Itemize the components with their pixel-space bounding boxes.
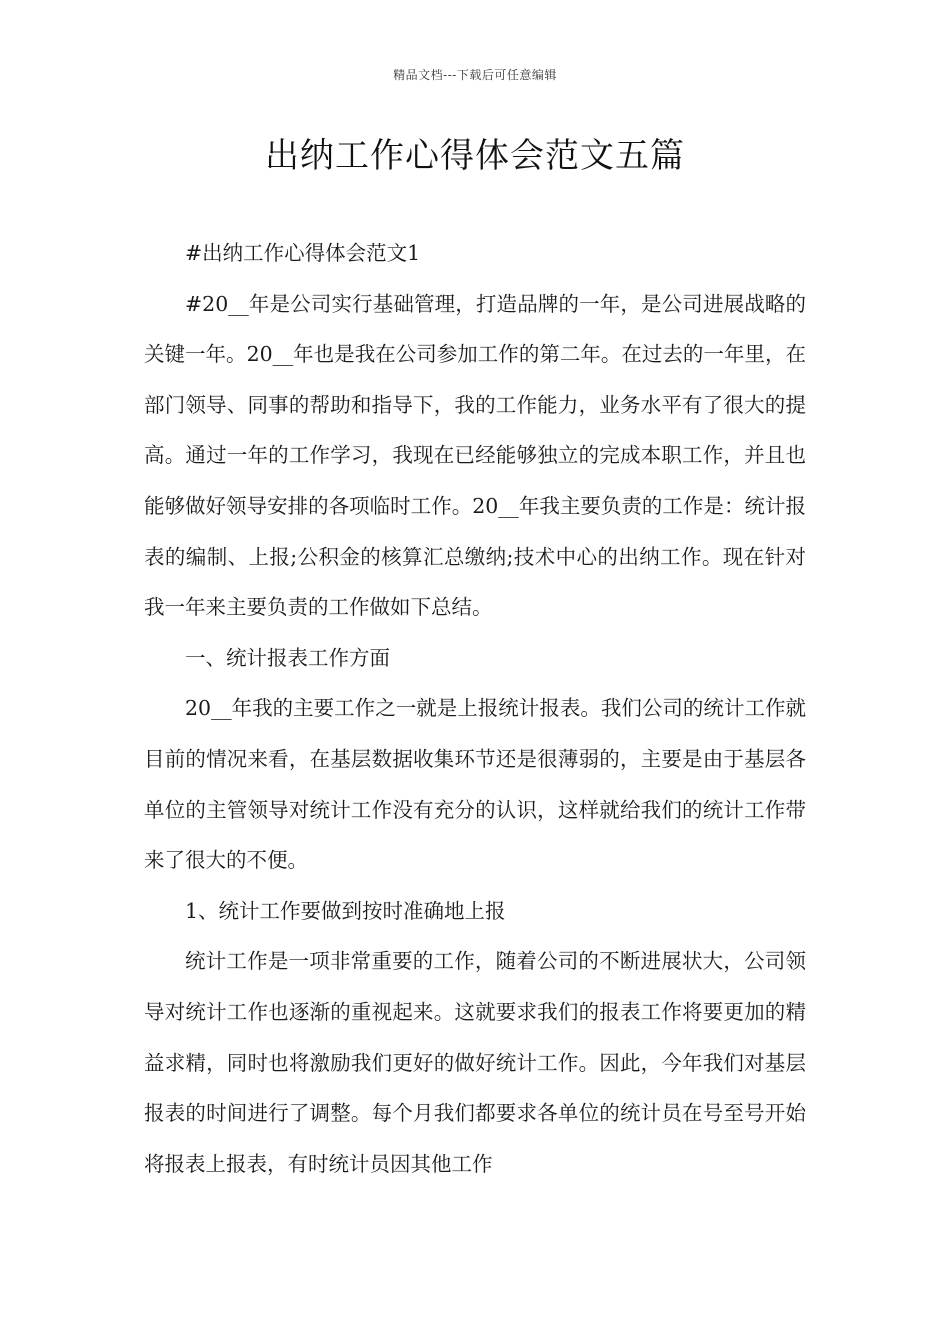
header-watermark: 精品文档---下载后可任意编辑 (393, 68, 557, 82)
body-paragraph: 统计工作是一项非常重要的工作，随着公司的不断进展状大，公司领导对统计工作也逐渐的重视起来。这就要求我们的报表工作将要更加的精益求精，同时也将激励我们更好的做好统计工作。因此，今年我们对基层报表的时间进行了调整。每个月我们都要求各单位的统计员在号至号开始将报表上报表，有时统计员因其他工作 (144, 949, 806, 1176)
body-paragraph: #20__年是公司实行基础管理，打造品牌的一年，是公司进展战略的关键一年。20__年也是我在公司参加工作的第二年。在过去的一年里，在部门领导、同事的帮助和指导下，我的工作能力，业务水平有了很大的提高。通过一年的工作学习，我现在已经能够独立的完成本职工作，并且也能够做好领导安排的各项临时工作。20__年我主要负责的工作是：统计报表的编制、上报;公积金的核算汇总缴纳;技术中心的出纳工作。现在针对我一年来主要负责的工作做如下总结。 (144, 291, 806, 620)
subsection-heading: 1、统计工作要做到按时准确地上报 (185, 898, 506, 923)
body-paragraph: 20__年我的主要工作之一就是上报统计报表。我们公司的统计工作就目前的情况来看，在基层数据收集环节还是很薄弱的，主要是由于基层各单位的主管领导对统计工作没有充分的认识，这样就给我们的统计工作带来了很大的不便。 (144, 696, 806, 873)
document-body (144, 228, 806, 1189)
subsection-heading: 一、统计报表工作方面 (185, 645, 390, 670)
document-title: 出纳工作心得体会范文五篇 (265, 136, 685, 176)
section-heading: #出纳工作心得体会范文1 (185, 241, 421, 265)
